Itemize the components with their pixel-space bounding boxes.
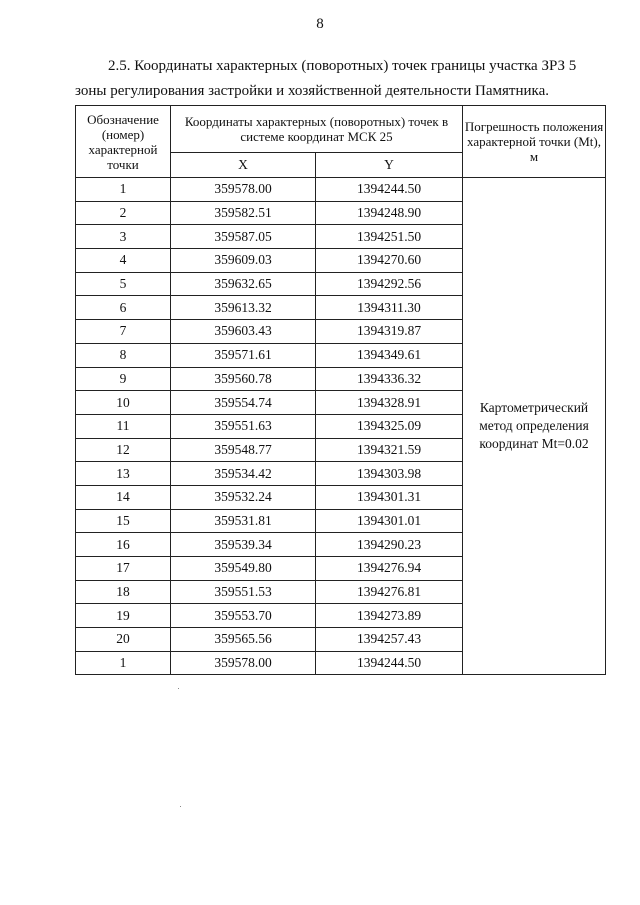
x-coordinate-cell: 359587.05 (171, 225, 316, 249)
point-number-cell: 15 (76, 509, 171, 533)
point-number-cell: 1 (76, 178, 171, 202)
point-number-cell: 10 (76, 391, 171, 415)
y-coordinate-cell: 1394292.56 (316, 272, 463, 296)
y-coordinate-cell: 1394301.01 (316, 509, 463, 533)
coordinates-table (75, 105, 606, 675)
point-number-cell: 4 (76, 249, 171, 273)
y-coordinate-cell: 1394248.90 (316, 201, 463, 225)
y-coordinate-cell: 1394244.50 (316, 651, 463, 675)
y-coordinate-cell: 1394273.89 (316, 604, 463, 628)
header-point-designation: Обозначение (номер) характерной точки (76, 106, 171, 178)
point-number-cell: 14 (76, 485, 171, 509)
x-coordinate-cell: 359560.78 (171, 367, 316, 391)
x-coordinate-cell: 359603.43 (171, 320, 316, 344)
point-number-cell: 11 (76, 414, 171, 438)
point-number-cell: 5 (76, 272, 171, 296)
point-number-cell: 19 (76, 604, 171, 628)
x-coordinate-cell: 359553.70 (171, 604, 316, 628)
y-coordinate-cell: 1394303.98 (316, 462, 463, 486)
point-number-cell: 1 (76, 651, 171, 675)
x-coordinate-cell: 359578.00 (171, 178, 316, 202)
table-row (76, 178, 606, 202)
y-coordinate-cell: 1394276.81 (316, 580, 463, 604)
x-coordinate-cell: 359554.74 (171, 391, 316, 415)
y-coordinate-cell: 1394257.43 (316, 628, 463, 652)
scan-speck (180, 806, 181, 807)
x-coordinate-cell: 359632.65 (171, 272, 316, 296)
x-coordinate-cell: 359539.34 (171, 533, 316, 557)
point-number-cell: 16 (76, 533, 171, 557)
accuracy-method-cell: Картометрический метод определения координат Mt=0.02 (463, 178, 606, 675)
x-coordinate-cell: 359578.00 (171, 651, 316, 675)
heading-line-1: 2.5. Координаты характерных (поворотных) точек границы участка ЗРЗ 5 (108, 58, 577, 74)
y-coordinate-cell: 1394311.30 (316, 296, 463, 320)
x-coordinate-cell: 359548.77 (171, 438, 316, 462)
header-coordinates: Координаты характерных (поворотных) точек в системе координат МСК 25 (171, 106, 463, 153)
x-coordinate-cell: 359565.56 (171, 628, 316, 652)
y-coordinate-cell: 1394328.91 (316, 391, 463, 415)
header-x: X (171, 153, 316, 178)
x-coordinate-cell: 359613.32 (171, 296, 316, 320)
header-position-error: Погрешность положения характерной точки (Mt), м (463, 106, 606, 178)
y-coordinate-cell: 1394290.23 (316, 533, 463, 557)
section-heading (75, 54, 605, 104)
x-coordinate-cell: 359534.42 (171, 462, 316, 486)
header-y: Y (316, 153, 463, 178)
point-number-cell: 18 (76, 580, 171, 604)
y-coordinate-cell: 1394325.09 (316, 414, 463, 438)
x-coordinate-cell: 359609.03 (171, 249, 316, 273)
y-coordinate-cell: 1394251.50 (316, 225, 463, 249)
y-coordinate-cell: 1394276.94 (316, 557, 463, 581)
x-coordinate-cell: 359582.51 (171, 201, 316, 225)
point-number-cell: 12 (76, 438, 171, 462)
point-number-cell: 20 (76, 628, 171, 652)
heading-line-2: зоны регулирования застройки и хозяйственной деятельности Памятника. (75, 83, 550, 99)
y-coordinate-cell: 1394349.61 (316, 343, 463, 367)
y-coordinate-cell: 1394270.60 (316, 249, 463, 273)
y-coordinate-cell: 1394301.31 (316, 485, 463, 509)
page-number: 8 (316, 16, 324, 32)
scan-speck (178, 688, 179, 689)
point-number-cell: 8 (76, 343, 171, 367)
y-coordinate-cell: 1394321.59 (316, 438, 463, 462)
point-number-cell: 6 (76, 296, 171, 320)
point-number-cell: 9 (76, 367, 171, 391)
x-coordinate-cell: 359551.63 (171, 414, 316, 438)
point-number-cell: 7 (76, 320, 171, 344)
x-coordinate-cell: 359531.81 (171, 509, 316, 533)
point-number-cell: 17 (76, 557, 171, 581)
y-coordinate-cell: 1394244.50 (316, 178, 463, 202)
y-coordinate-cell: 1394319.87 (316, 320, 463, 344)
point-number-cell: 3 (76, 225, 171, 249)
point-number-cell: 2 (76, 201, 171, 225)
x-coordinate-cell: 359549.80 (171, 557, 316, 581)
point-number-cell: 13 (76, 462, 171, 486)
x-coordinate-cell: 359551.53 (171, 580, 316, 604)
x-coordinate-cell: 359532.24 (171, 485, 316, 509)
x-coordinate-cell: 359571.61 (171, 343, 316, 367)
y-coordinate-cell: 1394336.32 (316, 367, 463, 391)
